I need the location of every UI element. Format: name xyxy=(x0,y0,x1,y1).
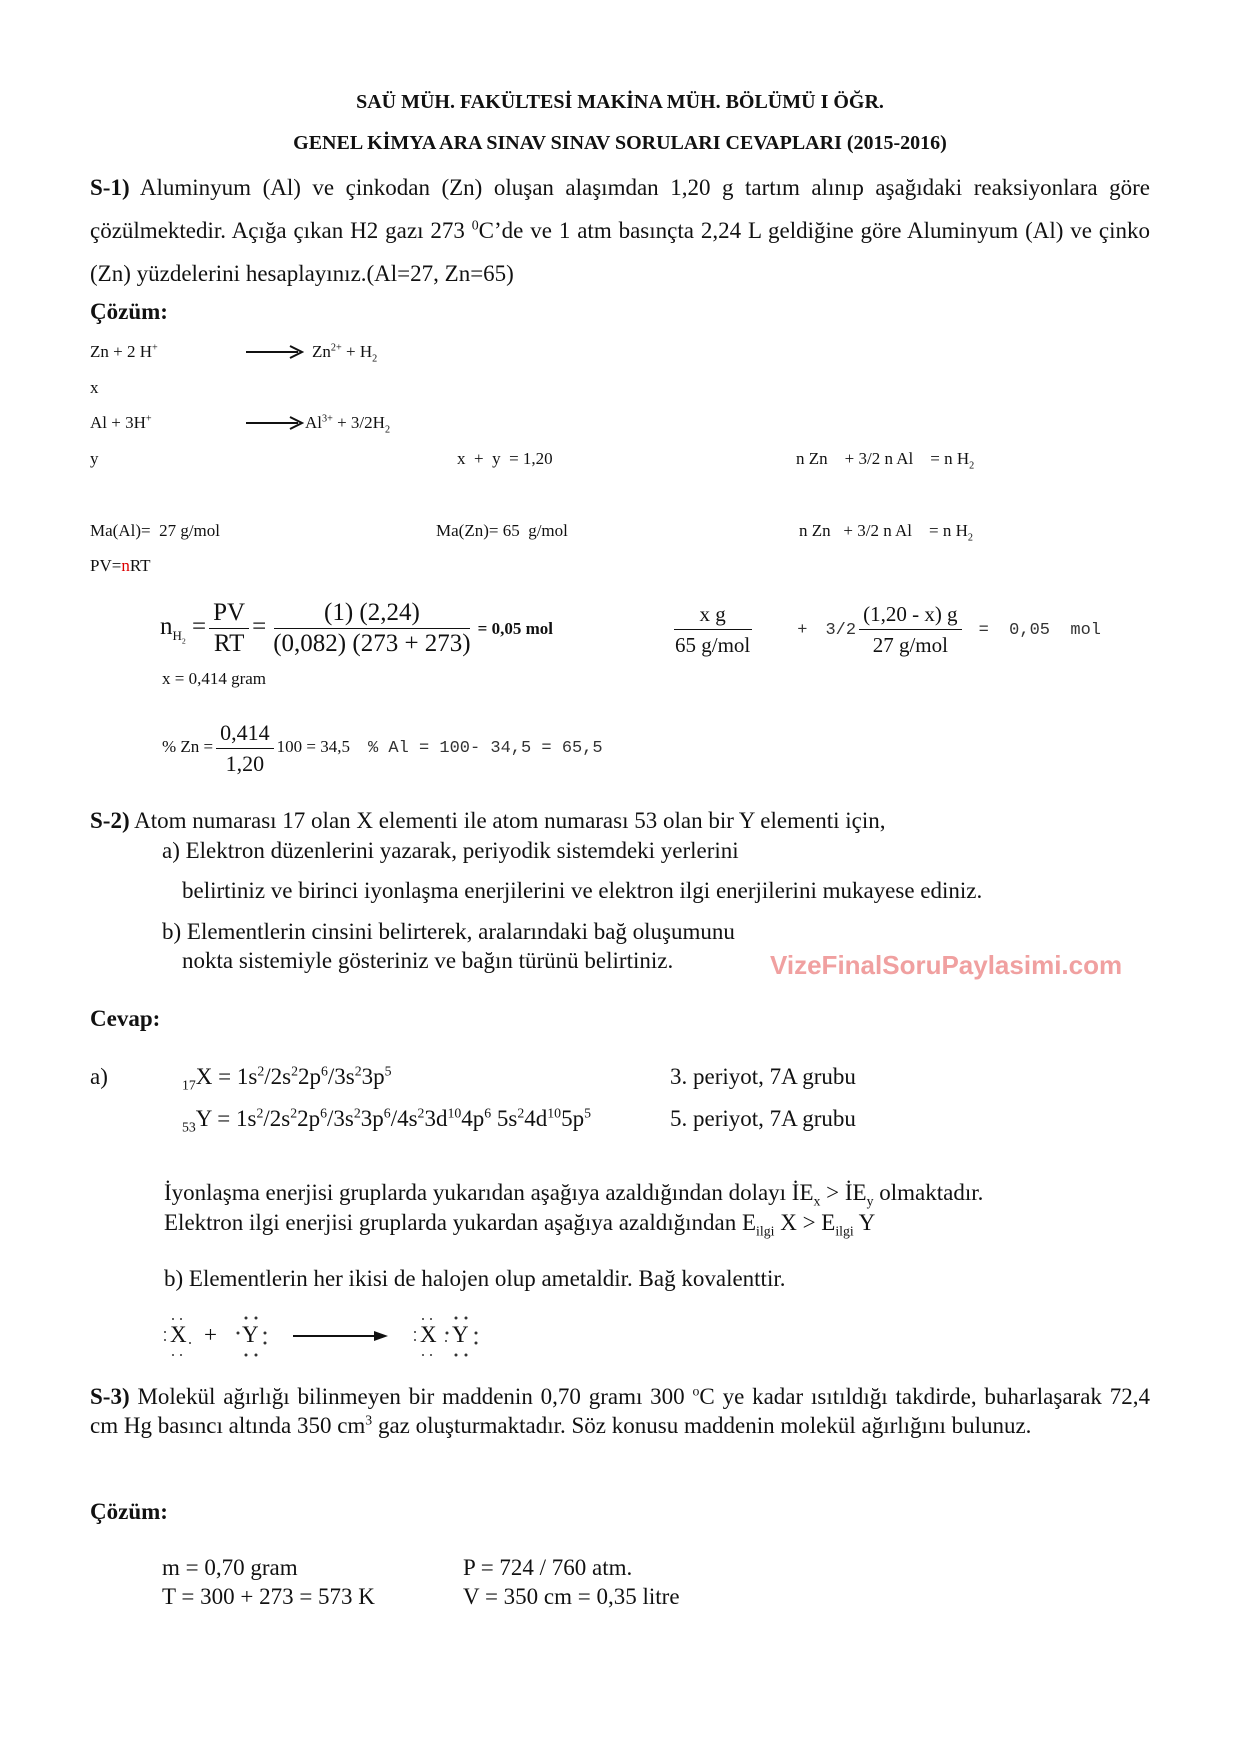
result: = 0,05 mol xyxy=(978,621,1101,640)
formula: RT xyxy=(129,556,151,575)
text: X > E xyxy=(774,1210,836,1235)
orbital: Y = 1s xyxy=(195,1106,257,1131)
charge: 3+ xyxy=(322,413,333,425)
electron-count: 6 xyxy=(320,1105,328,1121)
molar-mass-zn: Ma(Zn)= 65 g/mol xyxy=(436,521,568,540)
denominator: RT xyxy=(213,629,245,657)
electron-dots xyxy=(160,1313,490,1359)
subscript: 2 xyxy=(969,460,975,472)
mole-equation-2 xyxy=(799,520,973,542)
question-text: C’de ve 1 atm basınçta 2,24 L geldiğine göre Aluminyum (Al) ve çinko (Zn) yüzdelerini hesaplayınız.(Al=27, Zn=65) xyxy=(90,218,1150,286)
lewis-dot-diagram xyxy=(160,1313,490,1359)
fraction xyxy=(209,599,249,658)
x-position: 3. periyot, 7A grubu xyxy=(670,1064,856,1089)
answer-b: b) Elementlerin her ikisi de halojen olup ametaldir. Bağ kovalenttir. xyxy=(164,1266,786,1291)
fraction xyxy=(671,600,754,659)
answer-heading: Cevap: xyxy=(90,1006,161,1031)
electron-count: 2 xyxy=(256,1105,264,1121)
atomic-number: 53 xyxy=(182,1119,196,1135)
header-line-2: GENEL KİMYA ARA SINAV SINAV SORULARI CEVAPLARI (2015-2016) xyxy=(293,132,947,154)
y-label: y xyxy=(90,449,99,468)
reactant: Al + 3H xyxy=(90,413,146,432)
electron-affinity-comparison xyxy=(164,1209,875,1237)
x-label: x xyxy=(90,378,99,397)
question-3 xyxy=(90,1382,1150,1440)
subscript: ilgi xyxy=(835,1223,854,1239)
electron-count: 5 xyxy=(384,1063,392,1079)
equation: n Zn + 3/2 n Al = n H xyxy=(796,449,970,468)
superscript: o xyxy=(692,1383,700,1399)
question-text: C ye kadar ısıtıldığı takdirde, buharlaşarak 72,4 cm Hg basıncı altında 350 cm xyxy=(90,1384,1150,1438)
orbital: /2s xyxy=(263,1106,291,1131)
electron-count: 2 xyxy=(417,1105,425,1121)
symbol: n xyxy=(160,613,173,640)
product: Al xyxy=(305,413,322,432)
solution-heading: Çözüm: xyxy=(90,299,168,324)
orbital: /3s xyxy=(327,1064,355,1089)
watermark: VizeFinalSoruPaylasimi.com xyxy=(770,950,1123,980)
reaction-zn xyxy=(90,341,158,363)
mass-value: m = 0,70 gram xyxy=(162,1555,298,1580)
electron-count: 10 xyxy=(547,1105,562,1121)
temperature-value: T = 300 + 273 = 573 K xyxy=(162,1584,375,1609)
y-position: 5. periyot, 7A grubu xyxy=(670,1106,856,1131)
ionization-comparison xyxy=(164,1179,983,1207)
y-electron-config xyxy=(182,1105,591,1133)
molar-mass-al: Ma(Al)= 27 g/mol xyxy=(90,521,220,540)
electron-count: 6 xyxy=(321,1063,328,1079)
coefficient: 3/2 xyxy=(825,621,857,640)
orbital: 2p xyxy=(298,1064,321,1089)
subscript: y xyxy=(866,1193,874,1209)
subscript: ilgi xyxy=(756,1223,775,1239)
lewis-y: Y xyxy=(242,1322,259,1347)
numerator: PV xyxy=(209,599,249,629)
moles-equation xyxy=(160,594,553,660)
electron-count: 2 xyxy=(353,1105,361,1121)
question-text: Aluminyum (Al) ve çinkodan (Zn) oluşan alaşımdan 1,20 g tartım alınıp aşağıdaki reaksiyonlara göre çözülmektedir. Açığa çıkan H2 gazı 273 xyxy=(90,175,1150,243)
volume-value: V = 350 cm = 0,35 litre xyxy=(463,1584,680,1609)
al-percent: % Al = 100- 34,5 = 65,5 xyxy=(367,739,603,758)
subscript: 2 xyxy=(181,636,186,646)
orbital: 3p xyxy=(360,1106,384,1131)
numerator: x g xyxy=(674,600,752,630)
question-text: Atom numarası 17 olan X elementi ile atom numarası 53 olan bir Y elementi için, xyxy=(129,808,886,833)
electron-count: 6 xyxy=(484,1105,492,1121)
charge: 2+ xyxy=(330,342,342,354)
orbital: 4d xyxy=(524,1106,548,1131)
text: Y xyxy=(853,1210,876,1235)
x-value: x = 0,414 gram xyxy=(162,669,267,688)
solution-3-heading: Çözüm: xyxy=(90,1499,168,1524)
pressure-value: P = 724 / 760 atm. xyxy=(463,1555,633,1580)
formula-highlight: n xyxy=(121,556,130,575)
equals: = xyxy=(192,613,207,640)
electron-count: 2 xyxy=(354,1063,362,1079)
equation: n Zn + 3/2 n Al = n H xyxy=(799,521,968,540)
orbital: /2s xyxy=(264,1064,292,1089)
fraction xyxy=(269,599,474,658)
ideal-gas-law xyxy=(90,555,151,577)
subscript: H xyxy=(172,628,182,643)
charge: + xyxy=(152,342,158,354)
fraction xyxy=(859,600,961,659)
orbital: /4s xyxy=(390,1106,418,1131)
electron-count: 6 xyxy=(383,1105,391,1121)
equals: = xyxy=(252,613,267,640)
question-2 xyxy=(90,807,885,835)
lewis-x-product: X xyxy=(420,1322,437,1347)
question-2b-line-2: nokta sistemiyle gösteriniz ve bağın türünü belirtiniz. xyxy=(182,948,674,973)
orbital: 3p xyxy=(361,1064,385,1089)
question-label: S-3) xyxy=(90,1384,130,1409)
question-1 xyxy=(90,166,1150,295)
reaction-al xyxy=(90,412,152,434)
subscript: 2 xyxy=(372,353,378,365)
question-2a-line-2: belirtiniz ve birinci iyonlaşma enerjilerini ve elektron ilgi enerjilerini mukayese ediniz. xyxy=(182,878,983,903)
denominator: 1,20 xyxy=(225,750,265,776)
result: 100 = 34,5 xyxy=(276,737,350,756)
charge: + xyxy=(145,413,152,425)
text: > İE xyxy=(820,1180,867,1205)
text: Elektron ilgi enerjisi gruplarda yukardan aşağıya azaldığından E xyxy=(164,1210,757,1235)
lewis-plus: + xyxy=(204,1322,217,1347)
electron-count: 10 xyxy=(447,1105,462,1121)
lewis-x: X xyxy=(170,1322,187,1347)
orbital: 4p xyxy=(461,1106,485,1131)
numerator: (1) (2,24) xyxy=(274,599,470,629)
subscript: x xyxy=(813,1193,821,1209)
subscript: 2 xyxy=(967,532,973,544)
denominator: (0,082) (273 + 273) xyxy=(273,629,471,657)
text: olmaktadır. xyxy=(873,1180,984,1205)
electron-count: 2 xyxy=(517,1105,525,1121)
subscript: 2 xyxy=(384,424,391,436)
question-text: Molekül ağırlığı bilinmeyen bir maddenin 0,70 gramı 300 xyxy=(129,1384,693,1409)
product: + H xyxy=(341,342,373,361)
question-2b-line-1: b) Elementlerin cinsini belirterek, aralarındaki bağ oluşumunu xyxy=(162,919,735,944)
electron-count: 2 xyxy=(291,1063,298,1079)
arrow-icon xyxy=(246,344,304,360)
electron-count: 2 xyxy=(257,1063,265,1079)
x-electron-config xyxy=(182,1063,392,1091)
denominator: 65 g/mol xyxy=(675,632,751,657)
result: = 0,05 mol xyxy=(477,619,553,638)
fraction xyxy=(216,719,274,778)
orbital: X = 1s xyxy=(195,1064,258,1089)
reactant: Zn + 2 H xyxy=(90,342,152,361)
label: % Zn = xyxy=(162,737,214,756)
superscript: 0 xyxy=(471,217,479,233)
question-label: S-2) xyxy=(90,808,130,833)
mass-balance-equation xyxy=(668,594,1101,664)
mass-sum: x + y = 1,20 xyxy=(457,449,553,468)
text: İyonlaşma enerjisi gruplarda yukarıdan aşağıya azaldığından dolayı İE xyxy=(164,1180,814,1205)
plus: + xyxy=(797,621,808,640)
electron-count: 5 xyxy=(584,1105,591,1121)
numerator: 0,414 xyxy=(216,719,274,749)
orbital: 5p xyxy=(561,1106,585,1131)
atomic-number: 17 xyxy=(182,1077,196,1093)
arrow-icon xyxy=(246,415,304,431)
denominator: 27 g/mol xyxy=(872,632,948,657)
orbital: /3s xyxy=(327,1106,354,1131)
zn-percent xyxy=(162,712,603,784)
reaction-al-product xyxy=(305,412,390,434)
question-text: gaz oluşturmaktadır. Söz konusu maddenin molekül ağırlığını bulunuz. xyxy=(372,1413,1032,1438)
question-2a-line-1: a) Elektron düzenlerini yazarak, periyodik sistemdeki yerlerini xyxy=(162,838,739,863)
question-label: S-1) xyxy=(90,175,130,200)
header-line-1: SAÜ MÜH. FAKÜLTESİ MAKİNA MÜH. BÖLÜMÜ I ÖĞR. xyxy=(356,91,884,113)
reaction-zn-product xyxy=(312,341,377,363)
orbital: 2p xyxy=(297,1106,321,1131)
lewis-y-product: Y xyxy=(452,1322,469,1347)
superscript: 3 xyxy=(365,1412,373,1428)
numerator: (1,20 - x) g xyxy=(859,600,961,630)
formula: PV= xyxy=(90,556,122,575)
mole-equation xyxy=(796,448,974,470)
product: Zn xyxy=(312,342,331,361)
answer-a-label: a) xyxy=(90,1064,108,1089)
orbital: 5s xyxy=(491,1106,518,1131)
orbital: 3d xyxy=(424,1106,448,1131)
product: + 3/2H xyxy=(332,413,385,432)
electron-count: 2 xyxy=(290,1105,298,1121)
